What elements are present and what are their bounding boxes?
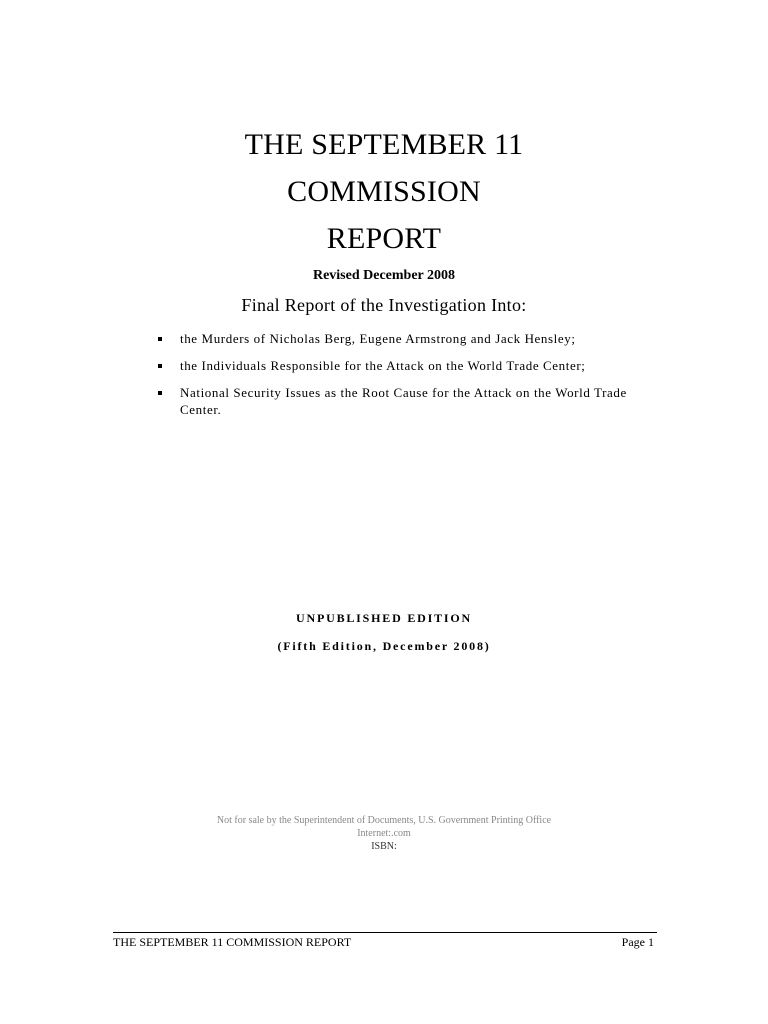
edition-detail: (Fifth Edition, December 2008)	[277, 639, 491, 653]
revised-date: Revised December 2008	[312, 268, 456, 283]
bullet-list	[158, 330, 658, 428]
title-line-1: THE SEPTEMBER 11	[244, 128, 524, 161]
bullet-marker-icon	[158, 337, 162, 341]
isbn-notice: ISBN:	[371, 841, 397, 852]
bullet-marker-icon	[158, 391, 162, 395]
footer-title: THE SEPTEMBER 11 COMMISSION REPORT	[113, 935, 352, 949]
title-line-3: REPORT	[326, 222, 442, 255]
bullet-item	[158, 384, 658, 418]
title-line-2: COMMISSION	[287, 175, 481, 208]
bullet-item	[158, 357, 658, 374]
sale-notice: Not for sale by the Superintendent of Documents, U.S. Government Printing Office	[216, 815, 552, 826]
subtitle: Final Report of the Investigation Into:	[241, 295, 527, 315]
edition-label: UNPUBLISHED EDITION	[296, 611, 472, 625]
bullet-text: the Individuals Responsible for the Attack on the World Trade Center;	[180, 358, 586, 373]
bullet-text: National Security Issues as the Root Cause for the Attack on the World Trade Center.	[180, 385, 627, 417]
page-number: Page 1	[621, 935, 654, 949]
bullet-text: the Murders of Nicholas Berg, Eugene Armstrong and Jack Hensley;	[180, 331, 576, 346]
bullet-marker-icon	[158, 364, 162, 368]
footer-divider	[113, 932, 657, 933]
internet-notice: Internet:.com	[357, 828, 411, 839]
bullet-item	[158, 330, 658, 347]
